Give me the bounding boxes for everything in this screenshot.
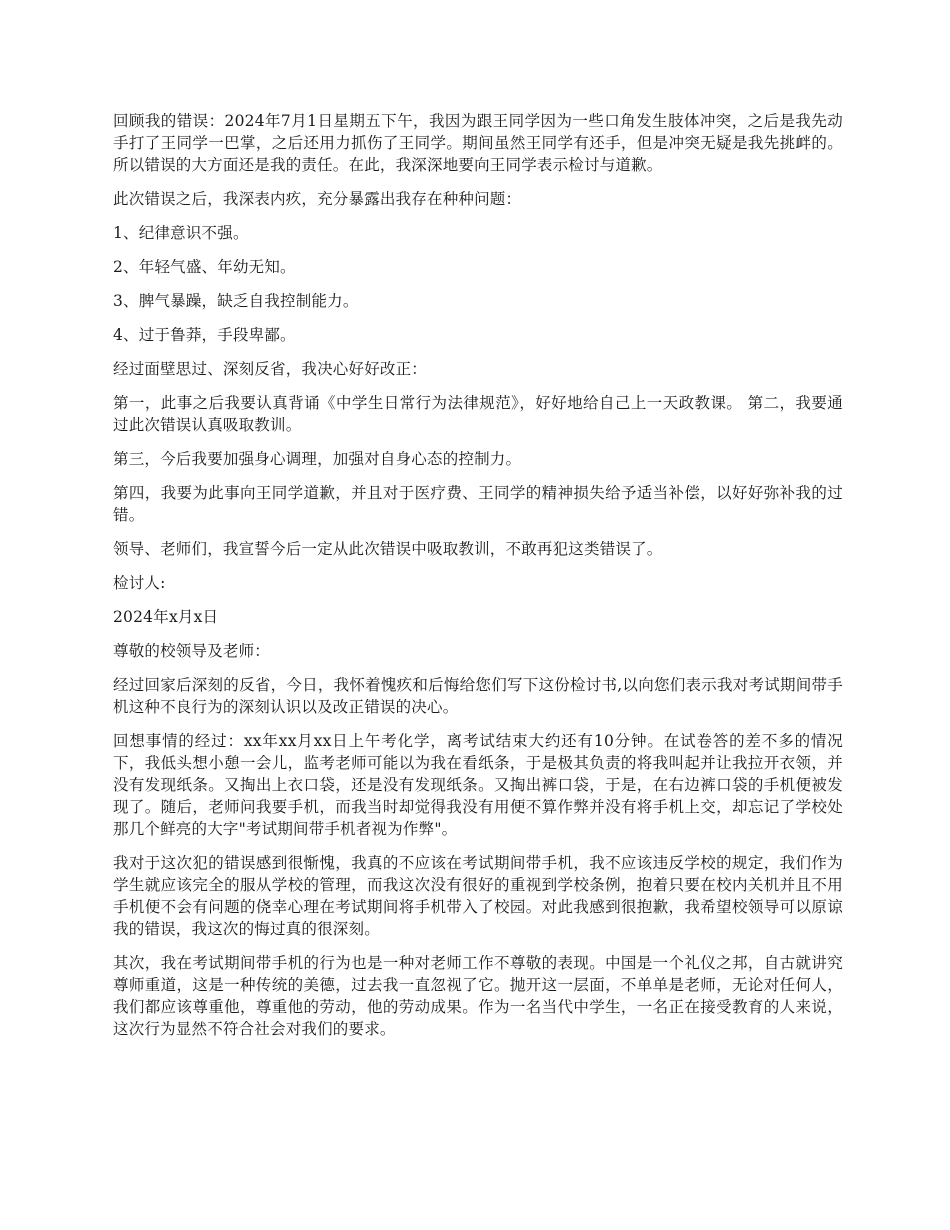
paragraph-remorse: 我对于这次犯的错误感到很惭愧，我真的不应该在考试期间带手机，我不应该违反学校的规定，我们作为学生就应该完全的服从学校的管理，而我这次没有很好的重视到学校条例，抱着只要在校内关机并且不用手机便不会有问题的侥幸心理在考试期间将手机带入了校园。对此我感到很抱歉，我希望校领导可以原谅我的错误，我这次的悔过真的很深刻。 (113, 854, 843, 938)
paragraph-reflection: 经过回家后深刻的反省，今日，我怀着愧疚和后悔给您们写下这份检讨书,以向您们表示我对考试期间带手机这种不良行为的深刻认识以及改正错误的决心。 (113, 676, 843, 716)
paragraph-resolution-1-2: 第一，此事之后我要认真背诵《中学生日常行为法律规范》，好好地给自己上一天政教课。 第二，我要通过此次错误认真吸取教训。 (113, 394, 843, 434)
paragraph-event-recount: 回想事情的经过：xx年xx月xx日上午考化学，离考试结束大约还有10分钟。在试卷答的差不多的情况下，我低头想小憩一会儿，监考老师可能以为我在看纸条，于是极其负责的将我叫起并让我拉开衣领，并没有发现纸条。又掏出上衣口袋，还是没有发现纸条。又掏出裤口袋，于是，在右边裤口袋的手机便被发现了。随后，老师问我要手机，而我当时却觉得我没有用便不算作弊并没有将手机上交，却忘记了学校处那几个鲜亮的大字"考试期间带手机者视为作弊"。 (113, 732, 843, 838)
list-item-problem-1: 1、纪律意识不强。 (113, 224, 249, 242)
signature-date: 2024年x月x日 (113, 608, 219, 626)
paragraph-pledge: 领导、老师们，我宣誓今后一定从此次错误中吸取教训，不敢再犯这类错误了。 (113, 540, 663, 558)
signature-label: 检讨人: (113, 574, 166, 592)
paragraph-resolution-4: 第四，我要为此事向王同学道歉，并且对于医疗费、王同学的精神损失给予适当补偿，以好好弥补我的过错。 (113, 484, 843, 524)
paragraph-incident-review: 回顾我的错误：2024年7月1日星期五下午，我因为跟王同学因为一些口角发生肢体冲突，之后是我先动手打了王同学一巴掌，之后还用力抓伤了王同学。期间虽然王同学有还手，但是冲突无疑是我先挑衅的。所以错误的大方面还是我的责任。在此，我深深地要向王同学表示检讨与道歉。 (113, 112, 843, 174)
list-item-problem-4: 4、过于鲁莽，手段卑鄙。 (113, 326, 296, 344)
document-body (113, 110, 843, 1052)
paragraph-resolution-3: 第三，今后我要加强身心调理，加强对自身心态的控制力。 (113, 450, 522, 468)
paragraph-respect-teachers: 其次，我在考试期间带手机的行为也是一种对老师工作不尊敬的表现。中国是一个礼仪之邦，自古就讲究尊师重道，这是一种传统的美德，过去我一直忽视了它。抛开这一层面，不单单是老师，无论对任何人，我们都应该尊重他，尊重他的劳动，他的劳动成果。作为一名当代中学生，一名正在接受教育的人来说，这次行为显然不符合社会对我们的要求。 (113, 954, 843, 1038)
salutation: 尊敬的校领导及老师： (113, 642, 271, 660)
paragraph-resolution-intro: 经过面壁思过、深刻反省，我决心好好改正： (113, 360, 428, 378)
list-item-problem-2: 2、年轻气盛、年幼无知。 (113, 258, 296, 276)
list-item-problem-3: 3、脾气暴躁，缺乏自我控制能力。 (113, 292, 359, 310)
paragraph-problems-intro: 此次错误之后，我深表内疚，充分暴露出我存在种种问题： (113, 190, 522, 208)
